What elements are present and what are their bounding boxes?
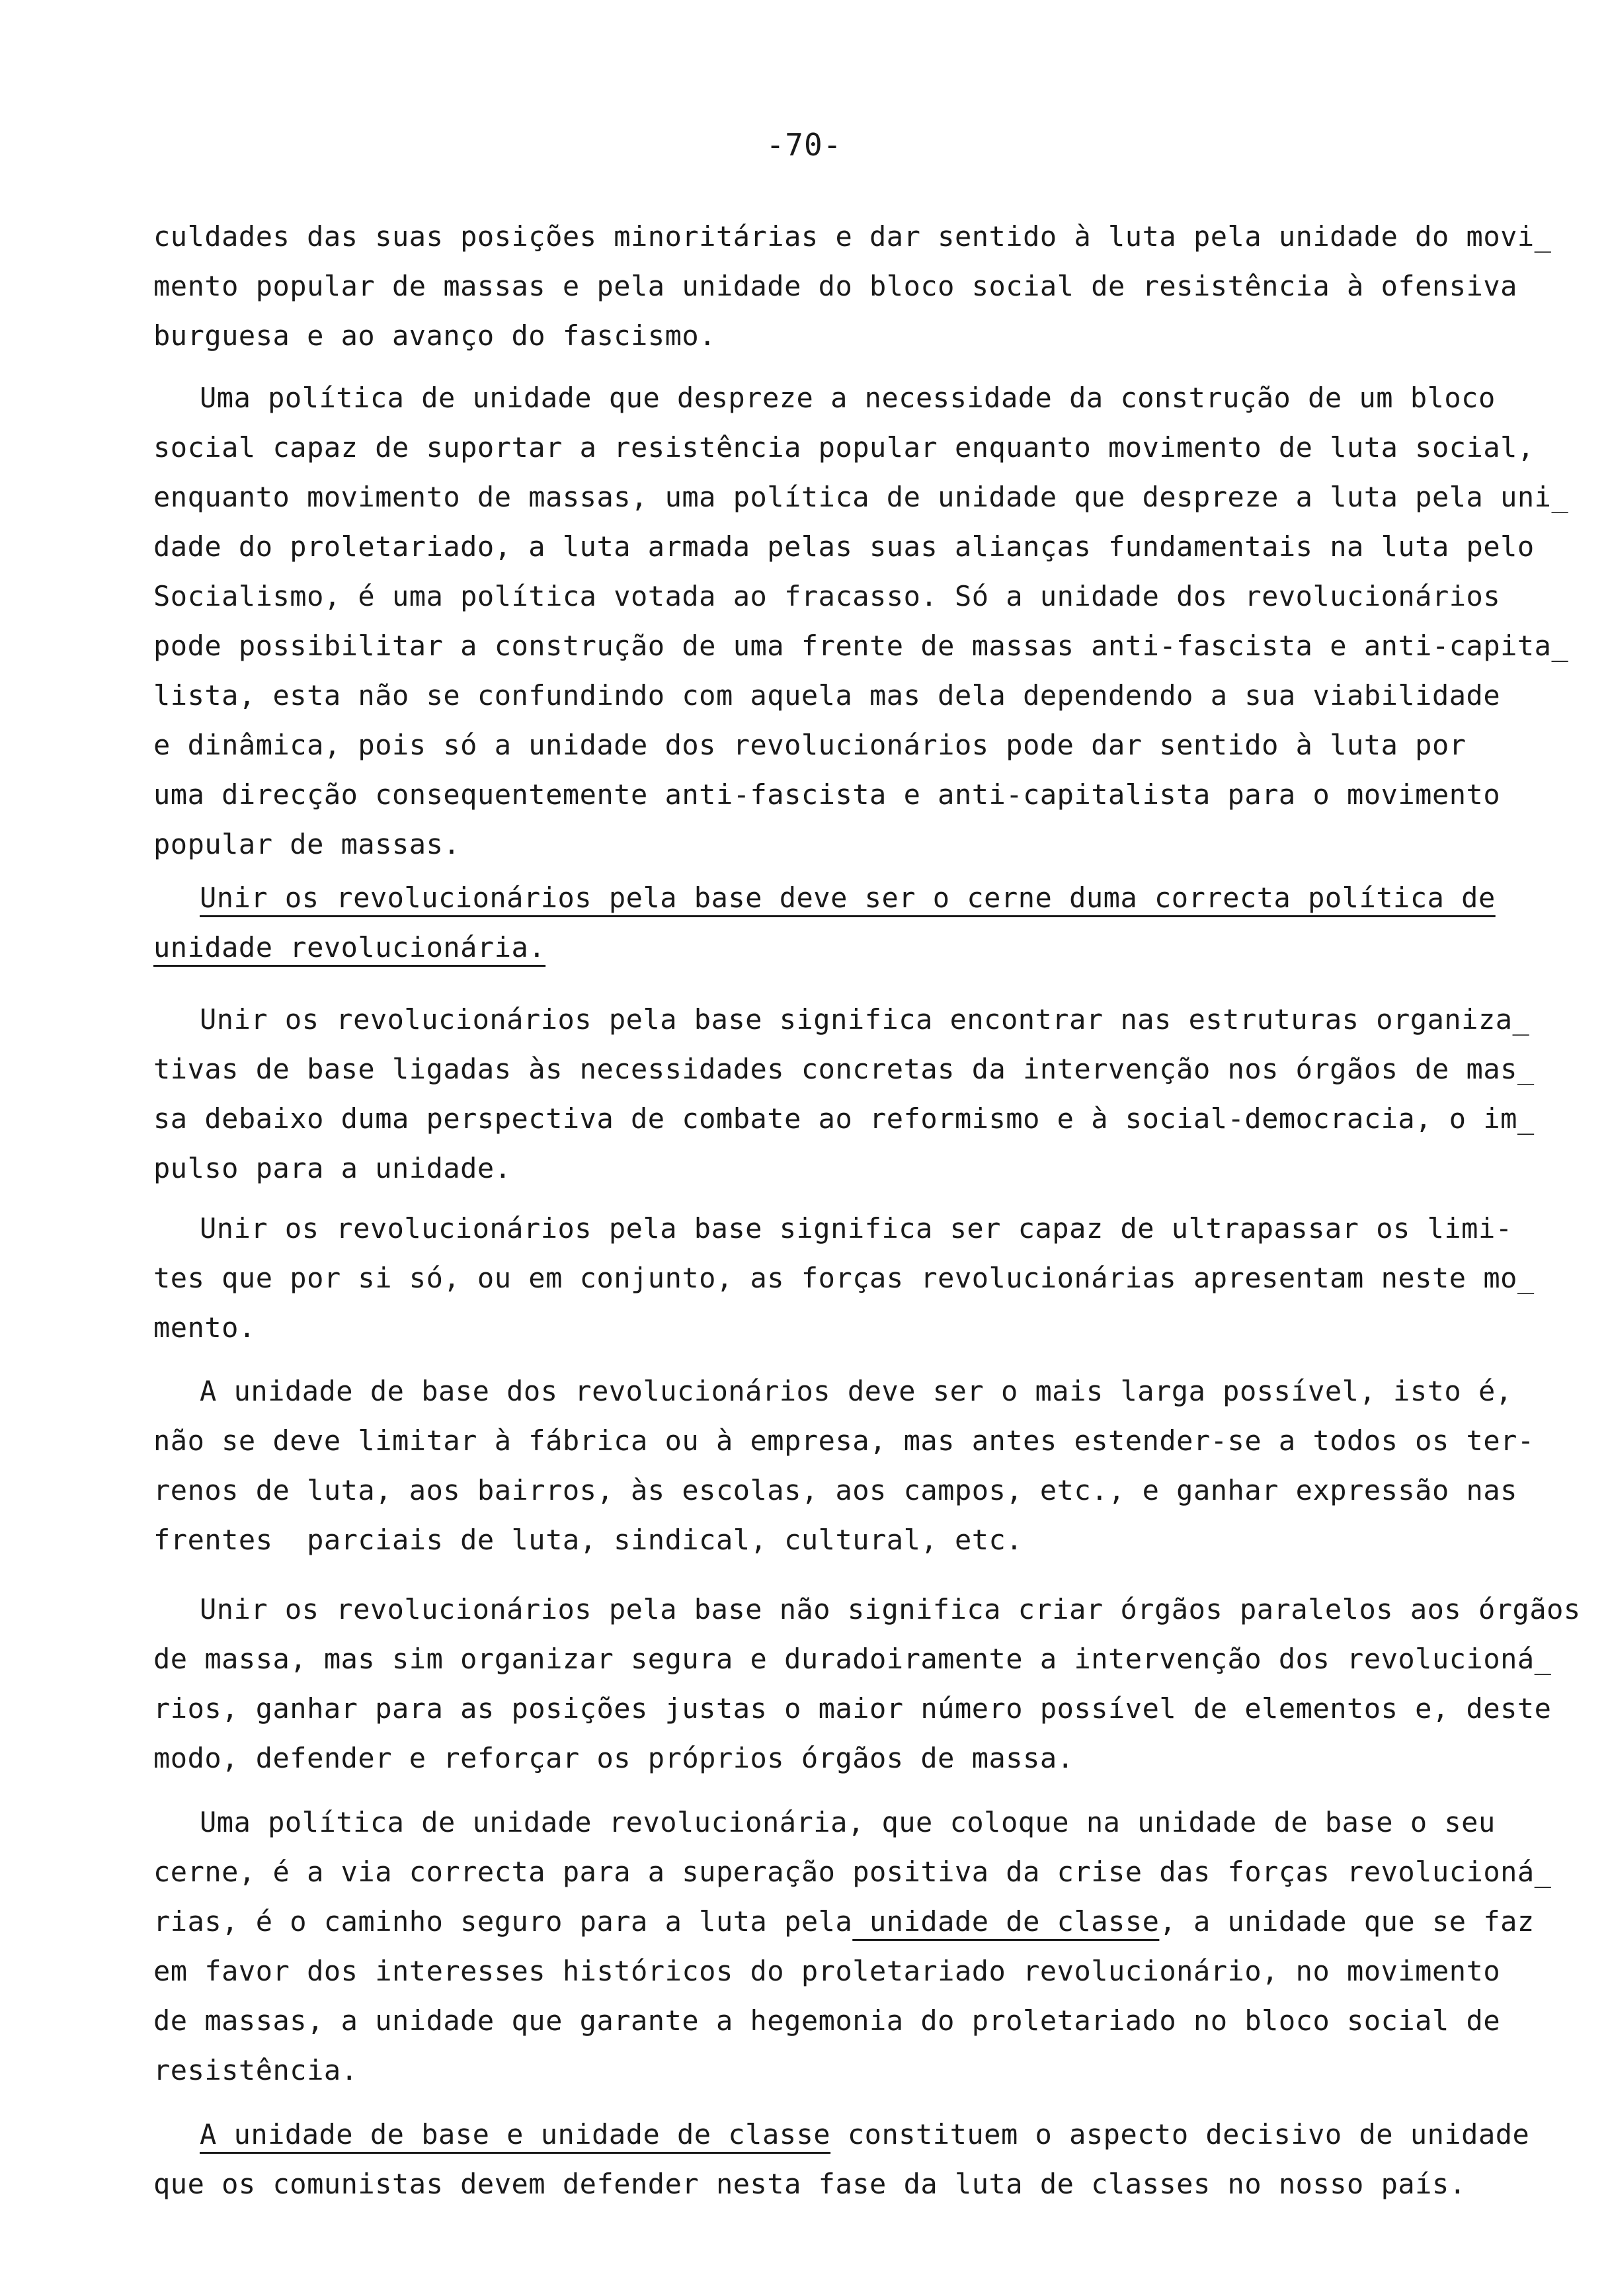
text-line bbox=[153, 2110, 1529, 2159]
text-segment: , a unidade que se faz bbox=[1159, 1905, 1535, 1938]
text-line: resistência. bbox=[153, 2054, 358, 2086]
underlined-text: unidade de classe bbox=[852, 1905, 1160, 1938]
text-line: Unir os revolucionários pela base significa encontrar nas estruturas organiza_ bbox=[200, 1003, 1530, 1036]
text-line: lista, esta não se confundindo com aquela mas dela dependendo a sua viabilidade bbox=[153, 679, 1501, 712]
text-line: modo, defender e reforçar os próprios órgãos de massa. bbox=[153, 1742, 1074, 1774]
text-line: popular de massas. bbox=[153, 828, 461, 860]
text-line: A unidade de base dos revolucionários deve ser o mais larga possível, isto é, bbox=[200, 1375, 1513, 1407]
text-line: Uma política de unidade revolucionária, que coloque na unidade de base o seu bbox=[200, 1806, 1496, 1838]
text-line: sa debaixo duma perspectiva de combate ao reformismo e à social-democracia, o im_ bbox=[153, 1102, 1535, 1135]
paragraph-7 bbox=[153, 1584, 1581, 1783]
text-line: uma direcção consequentemente anti-fascista e anti-capitalista para o movimento bbox=[153, 778, 1501, 811]
page-number: -70- bbox=[766, 127, 842, 163]
text-line: burguesa e ao avanço do fascismo. bbox=[153, 319, 716, 352]
text-line bbox=[153, 873, 1529, 922]
text-line: renos de luta, aos bairros, às escolas, aos campos, etc., e ganhar expressão nas bbox=[153, 1474, 1517, 1506]
text-line: culdades das suas posições minoritárias e dar sentido à luta pela unidade do movi_ bbox=[153, 220, 1552, 253]
paragraph-2 bbox=[153, 373, 1569, 869]
text-line bbox=[153, 922, 1529, 972]
text-line: que os comunistas devem defender nesta fase da luta de classes no nosso país. bbox=[153, 2168, 1467, 2200]
paragraph-3-underlined bbox=[153, 873, 1529, 972]
text-line: Unir os revolucionários pela base significa ser capaz de ultrapassar os limi- bbox=[200, 1212, 1513, 1245]
underlined-text: A unidade de base e unidade de classe bbox=[200, 2118, 831, 2151]
text-line: de massa, mas sim organizar segura e duradoiramente a intervenção dos revolucioná_ bbox=[153, 1643, 1552, 1675]
text-line: Uma política de unidade que despreze a necessidade da construção de um bloco bbox=[200, 382, 1496, 414]
text-line: pulso para a unidade. bbox=[153, 1152, 512, 1184]
text-line: dade do proletariado, a luta armada pelas suas alianças fundamentais na luta pelo bbox=[153, 530, 1535, 563]
text-line: tes que por si só, ou em conjunto, as forças revolucionárias apresentam neste mo_ bbox=[153, 1262, 1535, 1294]
text-line: social capaz de suportar a resistência popular enquanto movimento de luta social, bbox=[153, 431, 1535, 464]
text-line: mento. bbox=[153, 1311, 256, 1344]
text-line: pode possibilitar a construção de uma frente de massas anti-fascista e anti-capita_ bbox=[153, 630, 1569, 662]
text-line: rios, ganhar para as posições justas o maior número possível de elementos e, deste bbox=[153, 1692, 1552, 1725]
paragraph-4 bbox=[153, 995, 1535, 1193]
paragraph-9 bbox=[153, 2110, 1529, 2209]
paragraph-1 bbox=[153, 212, 1552, 360]
text-line: em favor dos interesses históricos do proletariado revolucionário, no movimento bbox=[153, 1955, 1501, 1987]
text-line: não se deve limitar à fábrica ou à empresa, mas antes estender-se a todos os ter- bbox=[153, 1424, 1535, 1457]
text-line: de massas, a unidade que garante a hegemonia do proletariado no bloco social de bbox=[153, 2004, 1501, 2037]
underlined-text: unidade revolucionária. bbox=[153, 931, 546, 964]
text-line: e dinâmica, pois só a unidade dos revolucionários pode dar sentido à luta por bbox=[153, 729, 1467, 761]
text-line: cerne, é a via correcta para a superação positiva da crise das forças revolucioná_ bbox=[153, 1856, 1552, 1888]
text-line: enquanto movimento de massas, uma política de unidade que despreze a luta pela uni_ bbox=[153, 481, 1569, 513]
text-line: mento popular de massas e pela unidade do bloco social de resistência à ofensiva bbox=[153, 270, 1517, 302]
text-segment: constituem o aspecto decisivo de unidade bbox=[830, 2118, 1530, 2151]
underlined-text: Unir os revolucionários pela base deve ser o cerne duma correcta política de bbox=[200, 882, 1496, 914]
text-line: frentes parciais de luta, sindical, cultural, etc. bbox=[153, 1524, 1024, 1556]
text-line: Socialismo, é uma política votada ao fracasso. Só a unidade dos revolucionários bbox=[153, 580, 1501, 612]
paragraph-8 bbox=[153, 1797, 1552, 2095]
text-line: tivas de base ligadas às necessidades concretas da intervenção nos órgãos de mas_ bbox=[153, 1053, 1535, 1085]
text-segment: rias, é o caminho seguro para a luta pela bbox=[153, 1905, 853, 1938]
paragraph-6 bbox=[153, 1366, 1535, 1565]
paragraph-5 bbox=[153, 1204, 1535, 1352]
text-line: Unir os revolucionários pela base não significa criar órgãos paralelos aos órgãos bbox=[200, 1593, 1581, 1625]
text-line bbox=[153, 1897, 1535, 1946]
